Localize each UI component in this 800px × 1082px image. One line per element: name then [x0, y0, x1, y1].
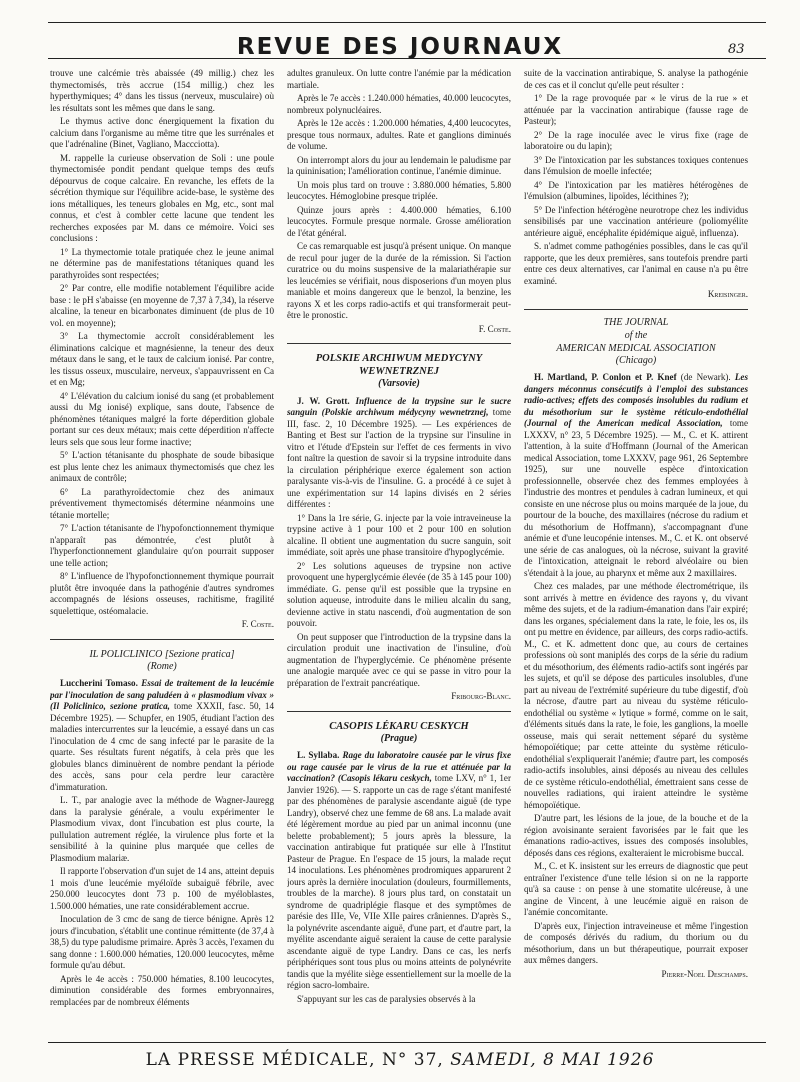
page-number: 83 [728, 42, 745, 57]
paragraph: 5° De l'infection hétérogène neurotrope chez les individus sensibilisés par une vaccination antérieure (poliomyélite antérieure aiguë, encéphalite épidémique aiguë, influenza). [524, 204, 748, 238]
paragraph: Le thymus active donc énergiquement la fixation du calcium dans l'organisme au même titre que les surrénales et que l'adrénaline (Binet, Vagliano, Maccciotta). [50, 116, 274, 149]
paragraph: Ce cas remarquable est jusqu'à présent unique. On manque de recul pour juger de la durée de la rémission. Si l'action curatrice ou du moins suspensive de la malariathérapie sur les leucémies se vérifiait, nous disposerions d'un moyen plus maniable et moins dangereux que le benzol, la benzine, les rayons X et les corps radio-actifs et qui transformerait peut-être le pronostic. [287, 241, 511, 320]
divider [524, 309, 748, 310]
paragraph: trouve une calcémie très abaissée (49 millig.) chez les thymectomisés, très accrue (154 millig.) chez les hyperthymiques; 4° dans les tissus (nerveux, musculaire) où les résultats sont les mêmes que dans le sang. [50, 68, 274, 113]
paragraph: Après le 4e accès : 750.000 hématies, 8.100 leucocytes, diminution considérable des formes embryonnaires, remplacées par de nombreux éléments [50, 973, 274, 1007]
column-2 [287, 68, 511, 1038]
article-title: Essai de traitement de la leucémie par l'inoculation de sang paludéen à « plasmodium vivax » (Il Policlinico, sezione pratica, [50, 678, 274, 711]
article-lead [524, 372, 748, 579]
column-3 [524, 68, 748, 1038]
paragraph: 3° De l'intoxication par les substances toxiques contenues dans l'émulsion de moelle infectée; [524, 154, 748, 176]
article-lead [287, 396, 511, 511]
journal-title-line-2: of the [624, 329, 648, 341]
journal-city: (Chicago) [615, 354, 657, 366]
paragraph: 2° De la rage inoculée avec le virus fixe (rage de laboratoire ou du lapin); [524, 129, 748, 151]
footer-rule [48, 1042, 766, 1043]
paragraph: Un mois plus tard on trouve : 3.880.000 hématies, 5.800 leucocytes. Hémoglobine presque triplée. [287, 179, 511, 201]
article-ref: tome LXV, n° 1, 1er Janvier 1926). — S. rapporte un cas de rage s'étant manifesté par des phénomènes de paralysie ascendante aiguë (de type Landry), observé chez une femme de 68 ans. La malade avait été légèrement mordue au pied par un animal inconnu (une belette probablement); 5 jours après la blessure, la vaccination antirabique fut pratiquée sur elle à l'Institut Pasteur de Prague. En l'espace de 15 jours, la malade reçut 14 inoculations. Les phénomènes prodromiques apparurent 2 jours après la dernière inoculation (douleurs, fourmillements, troubles de la marche). 8 jours plus tard, on constatait un syndrome de quadriplégie flasque et des symptômes de parésie des IIIe, Ve, VIIe XIIe paires crâniennes. D'après S., la polynévrite ascendante aiguë, d'une part, et d'autre part, la myélite ascendante aiguë seraient la cause de cette paralysie ascendante aiguë de type Landry. Dans ce cas, les nerfs périphériques sont tous plus ou moins atteints de polynévrite tandis que la myélite siège essentiellement sur la moelle de la région sacro-lombaire. [287, 773, 511, 990]
paragraph: Après le 12e accès : 1.200.000 hématies, 4,400 leucocytes, presque tous normaux, adultes. Rate et ganglions diminués de volume. [287, 118, 511, 151]
footer-date: SAMEDI, 8 MAI 1926 [450, 1050, 655, 1070]
article-author: J. W. Grott. [297, 395, 350, 406]
article-affiliation: (de Newark). [680, 372, 731, 382]
article-title: Rage du laboratoire causée par le virus fixe ou rage causée par le virus de la rue et atténuée par la vaccination? (Casopis lékaru ceskych, [287, 750, 511, 783]
paragraph: L. T., par analogie avec la méthode de Wagner-Jauregg dans la paralysie générale, a voulu expérimenter le Plasmodium vivax, dont l'incubation est plus courte, la pullulation autrement réglée, la virulence plus forte et la sensibilité à la quinine plus marquée que celles de Plasmodium malariæ. [50, 795, 274, 863]
paragraph: suite de la vaccination antirabique, S. analyse la pathogénie de ces cas et il conclut qu'elle peut résulter : [524, 68, 748, 90]
journal-title: CASOPIS LÉKARU CESKYCH [329, 720, 469, 732]
journal-city: (Varsovie) [378, 378, 420, 389]
paragraph: D'autre part, les lésions de la joue, de la bouche et de la région avoisinante seraient favorisées par le fait que les émanations radio-actives, issues des composés insolubles, déposés dans ces régions, exalteraient le microbisme buccal. [524, 813, 748, 858]
article-lead [50, 678, 274, 793]
article-title: Influence de la trypsine sur le sucre sanguin (Polskie archiwum médycyny wewnetrznej, [287, 395, 511, 417]
signature: F. Coste. [241, 619, 274, 629]
page-title: REVUE DES JOURNAUX [236, 34, 564, 60]
paragraph: 3° La thymectomie accroît considérablement les éliminations calcique et magnésienne, la teneur des deux métaux dans le sang, et le taux de calcium ionisé. Par contre, les tissus osseux, musculaire, nerveux, s'appauvrissent en Ca et en Mg; [50, 331, 274, 387]
paragraph: 2° Par contre, elle modifie notablement l'équilibre acide base : le pH s'abaisse (en moyenne de 7,37 à 7,34), la réserve alcaline, la teneur en bicarbonates diminuent (de plus de 10 vol. en moyenne); [50, 283, 274, 328]
paragraph: Il rapporte l'observation d'un sujet de 14 ans, atteint depuis 1 mois d'une leucémie myéloïde subaiguë fébrile, avec 250.000 leucocytes dont 73 p. 100 de myéloblastes, 1.500.000 hématies, une rate considérablement accrue. [50, 866, 274, 911]
article-author: Luccherini Tomaso. [60, 678, 138, 688]
paragraph: 1° Dans la 1re série, G. injecte par la voie intraveineuse la trypsine active à 1 pour 100 et 2 pour 100 en solution alcaline. Il obtient une augmentation du sucre sanguin, soit immédiate, soit après une phase transitoire d'hypoglycémie. [287, 512, 511, 557]
top-rule [48, 22, 766, 23]
paragraph: S. n'admet comme pathogénies possibles, dans le cas qu'il rapporte, que les deux premières, sans toutefois prendre parti entre ces deux alternatives, car l'animal en cause n'a pu être examiné. [524, 241, 748, 286]
paragraph: 4° L'élévation du calcium ionisé du sang (et probablement aussi du Mg ionisé) explique, sans doute, l'absence de phénomènes tétaniques malgré la forte déperdition globale portant sur ces deux métaux; mais cette déperdition n'affecte leurs sels que sous leur forme inactive; [50, 390, 274, 447]
signature: F. Coste. [478, 323, 511, 334]
paragraph: D'après eux, l'injection intraveineuse et même l'ingestion de composés dérivés du radium, du thorium ou du mésothorium, dans un but thérapeutique, pourrait exposer aux mêmes dangers. [524, 920, 748, 965]
paragraph: Quinze jours après : 4.400.000 hématies, 6.100 leucocytes. Formule presque normale. Grosse amélioration de l'état général. [287, 204, 511, 238]
paragraph: 1° La thymectomie totale pratiquée chez le jeune animal ne détermine pas de manifestations tétaniques quand les parathyroïdes sont respectées; [50, 246, 274, 280]
article-title: Les dangers méconnus consécutifs à l'emploi des substances radio-actives; effets des composés insolubles du radium et du mésothorium sur le système réticulo-endothélial (Journal of the American medical Association, [524, 372, 748, 428]
divider [287, 343, 511, 344]
journal-title: POLSKIE ARCHIWUM MEDYCYNY WEWNETRZNEJ [315, 353, 483, 377]
signature: Kreisinger. [707, 289, 748, 299]
journal-title-line-3: AMERICAN MEDICAL ASSOCIATION [556, 342, 716, 354]
paragraph: 7° L'action tétanisante de l'hypofonctionnement thymique n'apparaît pas démontrée, c'est plutôt à l'hyperfonctionnement glandulaire qu'on pourrait supposer une telle action; [50, 523, 274, 568]
article-lead [287, 750, 511, 992]
page-footer [0, 1050, 800, 1070]
article-author: L. Syllaba. [297, 750, 340, 760]
paragraph: M., C. et K. insistent sur les erreurs de diagnostic que peut entraîner l'existence d'une telle lésion si on ne la rapporte qu'à sa cause : on pense à une stomatite ulcéreuse, à une angine de Vincent, à une leucémie aiguë en raison de l'anémie concomitante. [524, 861, 748, 917]
paragraph: 6° La parathyroïdectomie chez des animaux préventivement thymectomisés détermine néanmoins une tétanie mortelle; [50, 486, 274, 520]
paragraph: 4° De l'intoxication par les matières hétérogènes de l'émulsion (albumines, lipoïdes, lécithines ?); [524, 179, 748, 201]
journal-city: (Rome) [147, 660, 177, 672]
article-ref: tome LXXXV, n° 23, 5 Décembre 1925). — M., C. et K. attirent l'attention, à la suite d'Hoffmann (Journal of the American medical Association, tome LXXXV, page 961, 26 Septembre 1925), sur une nouvelle espèce d'intoxication professionnelle, observée chez des femmes employées à l'industrie des montres et pendules à cadran lumineux, et qui consiste en une nécrose plus ou moins marquée de la joue, du pourtour de la bouche, des maxillaires (nécrose du radium et du mésothorium de Hoffmann), s'accompagnant d'une anémie et d'une leucopénie intenses. M., C. et K. ont observé une série de cas analogues, où la nécrose, suivant la gravité de l'intoxication, atteignait le rebord alvéolaire ou bien s'étendait à la joue, au pharynx et même aux 2 maxillaires. [524, 418, 748, 578]
divider [50, 639, 274, 640]
footer-journal: LA PRESSE MÉDICALE, N° 37, [145, 1050, 444, 1070]
paragraph: On interrompt alors du jour au lendemain le paludisme par la quininisation; l'amélioration continue, l'anémie diminue. [287, 154, 511, 176]
paragraph: 1° De la rage provoquée par « le virus de la rue » et atténuée par la vaccination antirabique (fausse rage de Pasteur); [524, 93, 748, 126]
journal-city: (Prague) [380, 732, 418, 744]
divider [287, 711, 511, 712]
header-rule [48, 58, 766, 59]
paragraph: adultes granuleux. On lutte contre l'anémie par la médication martiale. [287, 68, 511, 90]
paragraph: Après le 7e accès : 1.240.000 hématies, 40.000 leucocytes, nombreux polynucléaires. [287, 93, 511, 115]
paragraph: 5° L'action tétanisante du phosphate de soude bibasique est plus lente chez les animaux thymectomisés que chez les animaux de contrôle; [50, 450, 274, 483]
signature: Pierre-Noel Deschamps. [661, 968, 748, 979]
paragraph: 8° L'influence de l'hypofonctionnement thymique pourrait plutôt être invoquée dans la pathogénie d'autres syndromes accompagnés de lésions osseuses, rachitisme, fragilité squelettique, ostéomalacie. [50, 571, 274, 616]
journal-title-line-1: THE JOURNAL [603, 316, 669, 328]
article-author: H. Martland, P. Conlon et P. Knef [534, 372, 677, 382]
paragraph: S'appuyant sur les cas de paralysies observés à la [297, 993, 476, 1004]
paragraph: On peut supposer que l'introduction de la trypsine dans la circulation produit une inactivation de l'insuline, d'où augmentation de l'hyperglycémie. Ce phénomène présente une analogie marquée avec ce qui se passe in vitro pour la préparation de l'extrait pancréatique. [287, 631, 511, 688]
signature: Fribourg-Blanc. [451, 691, 511, 701]
paragraph: Chez ces malades, par une méthode électrométrique, ils sont arrivés à mettre en évidence des rayons γ, du vivant même des sujets, et de la radium-émanation dans l'air expiré; dans les organes, spécialement dans la rate, le foie, les os, ils ont pu mettre en évidence, par ailleurs, des corps radio-actifs. M., C. et K. admettent donc que, au cours de certaines professions où sont maniplés des corps de la série du radium et du mésothorium, des éléments radio-actifs sont ingérés par les sujets, et qu'il se dépose des particules insolubles, d'une part au niveau de l'extrémité supérieure du tube digestif, d'où la nécrose, d'autre part au niveau du système réticulo-endothélial ou système « lytique » formé, comme on le sait, d'éléments situés dans la rate, le foie, les ganglions, la moelle osseuse, mais qui serait nettement séparé du système hémopoïétique; par cette atteinte du système réticulo-endothélial s'expliquerait l'anémie; d'autre part, les composés radio-actifs insolubles, ainsi déposés au niveau des cellules de ce système réticulo-endothélial, émettraient sans cesse de nouvelles radiations, qui iraient atteindre le système hémopoïétique. [524, 581, 748, 810]
article-ref: tome XXXII, fasc. 50, 14 Décembre 1925). — Schupfer, en 1905, étudiant l'action des maladies intercurrentes sur la leucémie, a essayé dans un cas l'inoculation de 4 cmc de sang infecté par le parasite de la quarte. Ses résultats furent négatifs, à cela près que les globules blancs diminuèrent de nombre pendant la période des accès, sans pour cela perdre leur caractère d'immaturation. [50, 701, 274, 792]
paragraph: 2° Les solutions aqueuses de trypsine non active provoquent une hyperglycémie élevée (de 35 à 145 pour 100) immédiate. G. pense qu'il est possible que la trypsine en solution aqueuse, introduite dans le milieu alcalin du sang, devienne active in statu nascendi, d'où augmentation de son pouvoir. [287, 560, 511, 628]
paragraph: M. rappelle la curieuse observation de Soli : une poule thymectomisée pondit pendant quelque temps des œufs dépourvus de coque calcaire. En revanche, les effets de la sécrétion thymique sur l'équilibre acide-base, le système des ions métalliques, les teneurs globales en Mg, etc., sont mal connus, et c'est à combler cette lacune que tendent les recherches exposées par M. dans ce mémoire. Voici ses conclusions : [50, 152, 274, 243]
journal-title: IL POLICLINICO [Sezione pratica] [89, 648, 235, 660]
paragraph: Inoculation de 3 cmc de sang de tierce bénigne. Après 12 jours d'incubation, s'établit une continue rémittente (de 37,4 à 38,5) du type paludisme primaire. Après 3 accès, l'examen du sang donne : 1.600.000 hématies, 120.000 leucocytes, même formule qu'au début. [50, 914, 274, 970]
article-ref: tome III, fasc. 2, 10 Décembre 1925). — Les expériences de Banting et Best sur l'action de la trypsine sur l'insuline in vitro et l'étude d'Epstein sur l'effet de ces ferments in vivo font naître la question de savoir si la trypsine introduite dans la circulation périphérique exerce également son action paralysante vis-à-vis de l'insuline. G. a procédé à ce sujet à une expérimentation sur 14 lapins divisés en 2 séries différentes : [287, 407, 511, 509]
column-1 [50, 68, 274, 1038]
